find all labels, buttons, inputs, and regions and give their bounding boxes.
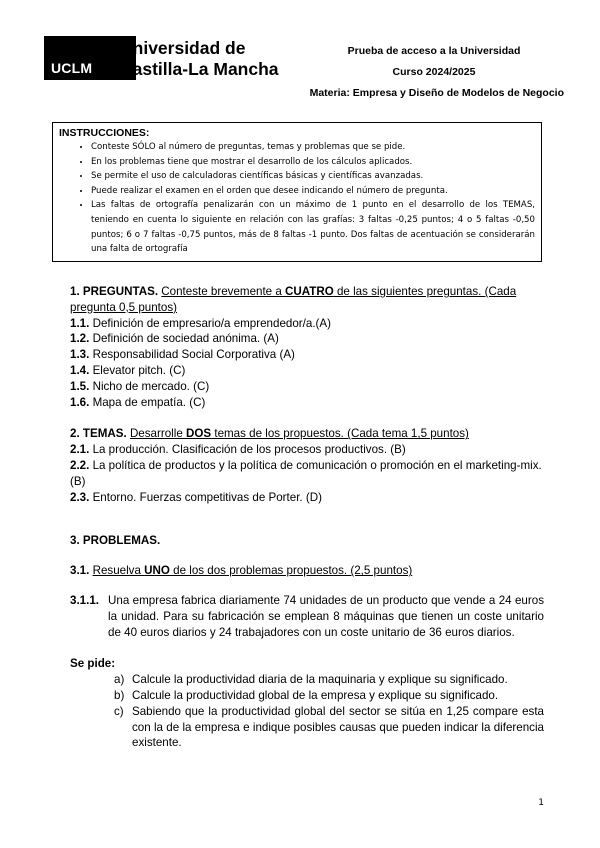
instruction-item: • Conteste SÓLO al número de preguntas, temas y problemas que se pide. — [91, 140, 535, 155]
exam-title: Prueba de acceso a la Universidad — [347, 45, 521, 57]
question-text: Nicho de mercado. (C) — [89, 379, 210, 393]
section-heading: 2. TEMAS. — [70, 427, 127, 441]
topic-text: La política de productos y la política de comunicación o promoción en el marketing-mix.(B) — [70, 458, 542, 488]
task-item — [114, 672, 544, 688]
university-name-line1: Universidad de — [120, 38, 246, 58]
task-text: Calcule la productividad diaria de la maquinaria y explique su significado. — [132, 673, 508, 687]
logo-text: UCLM — [51, 60, 93, 76]
topic-text: La producción. Clasificación de los procesos productivos. (B) — [89, 443, 406, 457]
instruction-item: • Se permite el uso de calculadoras científicas básicas y científicas avanzadas. — [91, 169, 535, 184]
question-number: 1.1. — [70, 316, 90, 330]
problem-subsection-header — [70, 563, 544, 579]
instruction-text: de las siguientes preguntas. (Cada pregunta 0,5 puntos) — [70, 285, 517, 314]
question-number: 1.3. — [70, 348, 90, 362]
question-item — [70, 316, 544, 332]
instructions-title: INSTRUCCIONES: — [59, 127, 150, 139]
question-text: Mapa de empatía. (C) — [89, 395, 206, 409]
question-item — [70, 331, 544, 347]
question-item — [70, 363, 544, 379]
task-text: Calcule la productividad global de la empresa y explique su significado. — [132, 688, 499, 702]
instruction-item: • Puede realizar el examen en el orden que desee indicando el número de pregunta. — [91, 184, 535, 199]
subsection-number: 3.1. — [70, 564, 90, 578]
task-letter: c) — [114, 704, 124, 718]
exam-course: Curso 2024/2025 — [392, 66, 476, 78]
task-text: Sabiendo que la productividad global del sector se sitúa en 1,25 compare esta con la de la empresa e indique posibles causas que pueden indicar la diferencia existente. — [132, 704, 544, 750]
question-text: Responsabilidad Social Corporativa (A) — [89, 348, 295, 362]
question-number: 1.4. — [70, 363, 90, 377]
exam-subject: Materia: Empresa y Diseño de Modelos de Negocio — [309, 87, 564, 99]
question-number: 1.2. — [70, 332, 90, 346]
task-item — [114, 704, 544, 751]
problem-number: 3.1.1. — [70, 593, 100, 607]
question-text: Definición de sociedad anónima. (A) — [89, 332, 279, 346]
task-list — [70, 672, 544, 751]
topic-text: Entorno. Fuerzas competitivas de Porter. (D) — [89, 490, 322, 504]
instruction-text: temas de los propuestos. (Cada tema 1,5 puntos) — [211, 427, 469, 441]
section-heading: 3. PROBLEMAS. — [70, 534, 161, 548]
question-item — [70, 347, 544, 363]
exam-content — [70, 284, 544, 751]
instruction-item: • Las faltas de ortografía penalizarán con un máximo de 1 punto en el desarrollo de los TEMAS, teniendo en cuenta lo siguiente en relación con las grafías: 3 faltas -0,25 puntos; 4 o 5 faltas -0,50 puntos; 6 o 7 faltas -0,75 puntos, más de 8 faltas -1 punto. Dos faltas de acentuación se considerarán una falta de ortografía — [91, 198, 535, 256]
section-instruction — [130, 427, 469, 440]
topic-number: 2.1. — [70, 443, 90, 457]
university-name-line2: Castilla-La Mancha — [120, 59, 279, 79]
instruction-text: Desarrolle — [129, 427, 186, 441]
question-number: 1.5. — [70, 379, 90, 393]
topic-number: 2.2. — [70, 458, 90, 472]
university-name — [120, 38, 279, 80]
question-text: Elevator pitch. (C) — [89, 363, 186, 377]
instruction-emphasis: DOS — [186, 427, 212, 441]
instructions-list — [59, 140, 535, 257]
topic-item — [70, 442, 544, 458]
exam-info — [304, 41, 564, 104]
topic-item — [70, 490, 544, 506]
page-number: 1 — [538, 798, 544, 808]
subsection-instruction — [93, 564, 413, 577]
question-item — [70, 395, 544, 411]
topic-number: 2.3. — [70, 490, 90, 504]
task-item — [114, 688, 544, 704]
se-pide-label: Se pide: — [70, 657, 116, 671]
instructions-box — [52, 122, 542, 262]
question-item — [70, 379, 544, 395]
question-text: Definición de empresario/a emprendedor/a.(A) — [89, 316, 332, 330]
instruction-emphasis: UNO — [144, 564, 170, 578]
instruction-text: de los dos problemas propuestos. (2,5 puntos) — [169, 564, 413, 578]
section-preguntas — [70, 284, 544, 410]
instruction-text: Conteste brevemente a — [161, 285, 286, 298]
topic-item — [70, 458, 544, 490]
problem-text: Una empresa fabrica diariamente 74 unidades de un producto que vende a 24 euros la unidad. Para su fabricación se emplean 8 máquinas que tienen un coste unitario de 40 euros diarios y 24 trabajadores con un coste unitario de 36 euros diarios. — [108, 593, 544, 639]
task-letter: b) — [114, 688, 125, 702]
section-temas — [70, 426, 544, 505]
instruction-text: Resuelva — [92, 564, 145, 578]
instruction-emphasis: CUATRO — [285, 285, 334, 298]
problem-statement — [70, 593, 544, 640]
question-number: 1.6. — [70, 395, 90, 409]
section-problemas — [70, 533, 544, 751]
instruction-item: • En los problemas tiene que mostrar el desarrollo de los cálculos aplicados. — [91, 155, 535, 170]
section-heading: 1. PREGUNTAS. — [70, 285, 159, 298]
section-temas-header — [70, 426, 544, 442]
task-letter: a) — [114, 673, 125, 687]
section-preguntas-header — [70, 284, 544, 316]
